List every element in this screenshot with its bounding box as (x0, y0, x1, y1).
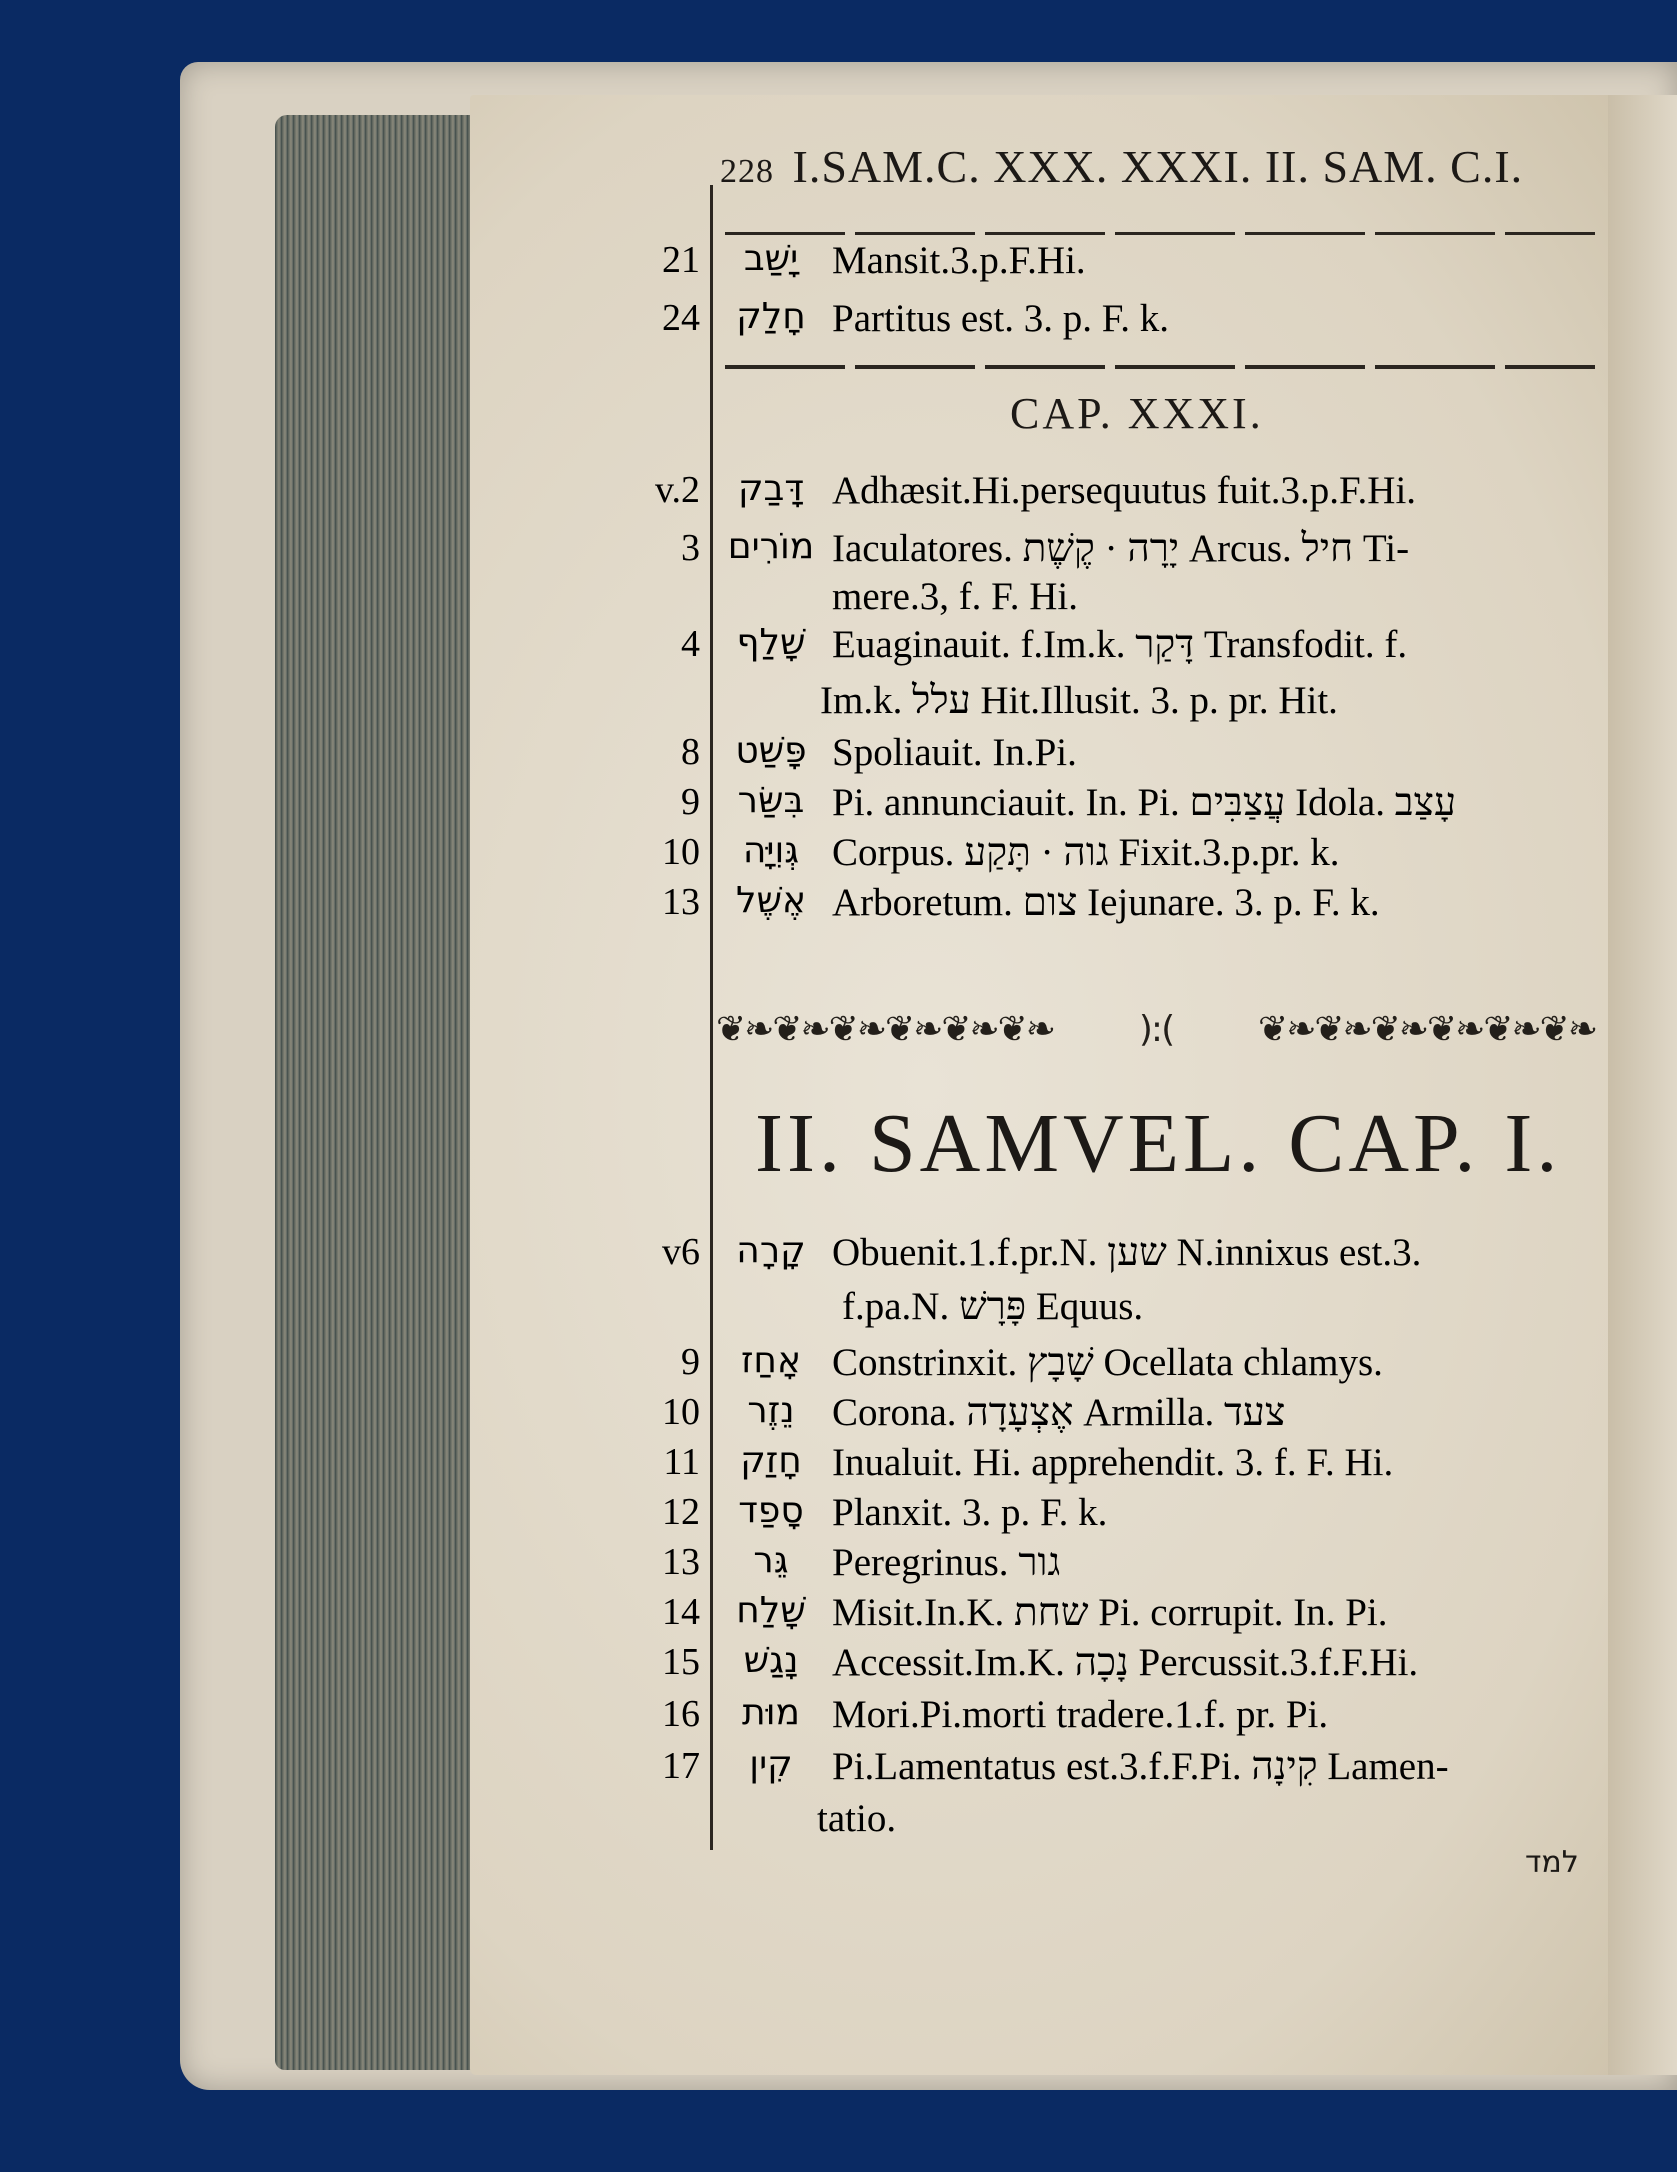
hebrew-word: גֵּר (753, 1540, 789, 1581)
verse-number: v.2 (654, 469, 700, 511)
latin-gloss: Constrinxit. שָׁבָץ Ocellata chlamys. (832, 1341, 1383, 1384)
latin-gloss: mere.3, f. F. Hi. (832, 575, 1078, 618)
verse-number: 14 (662, 1591, 700, 1633)
latin-gloss: Pi.Lamentatus est.3.f.F.Pi. קִינָה Lamen- (832, 1745, 1449, 1788)
latin-gloss: Accessit.Im.K. נָכָה Percussit.3.f.F.Hi. (832, 1641, 1419, 1684)
page-number: 228 (720, 153, 774, 190)
ornamental-divider (716, 1000, 1596, 1058)
list-item (600, 1230, 1610, 1288)
verse-number: 24 (662, 297, 700, 339)
latin-gloss: Euaginauit. f.Im.k. דָּקַר Transfodit. f. (832, 623, 1408, 666)
running-header (720, 140, 1600, 193)
verse-number: 8 (681, 731, 700, 773)
ornament-center: ):( (1138, 1008, 1174, 1050)
verse-number: 12 (662, 1491, 700, 1533)
latin-gloss: Iaculatores. יָרָה · קֶשֶׁת Arcus. חיל Ti- (832, 527, 1410, 570)
hebrew-word: פָּשַׁט (735, 730, 807, 771)
hebrew-word: דָּבַק (737, 468, 804, 509)
hebrew-word: חָלַק (736, 296, 806, 337)
running-title: I.SAM.C. XXX. XXXI. II. SAM. C.I. (792, 141, 1524, 192)
hebrew-word: סָפַד (738, 1490, 804, 1531)
list-item (600, 296, 1610, 354)
section-rule (725, 365, 1595, 369)
verse-number: 9 (681, 781, 700, 823)
latin-gloss: Inualuit. Hi. apprehendit. 3. f. F. Hi. (832, 1441, 1394, 1484)
hebrew-word: שָׁלַח (736, 1590, 806, 1631)
verse-number: 10 (662, 1391, 700, 1433)
hebrew-word: מוֹרִים (727, 526, 815, 567)
latin-gloss: Partitus est. 3. p. F. k. (832, 297, 1170, 340)
hebrew-word: יָשַׁב (743, 238, 799, 279)
list-item (600, 880, 1610, 938)
verse-number: 21 (662, 239, 700, 281)
verse-number: 11 (663, 1441, 700, 1483)
hebrew-word: אָחַז (740, 1340, 802, 1381)
hebrew-word: גְּוִיָּה (742, 830, 800, 871)
hebrew-word: נֵזֶר (747, 1390, 795, 1431)
page-edges (275, 115, 495, 2070)
list-item (600, 622, 1610, 680)
verse-number: 10 (662, 831, 700, 873)
hebrew-word: שָׁלַף (736, 622, 806, 663)
latin-gloss: Mansit.3.p.F.Hi. (832, 239, 1086, 282)
latin-gloss: f.pa.N. פָּרָשׁ Equus. (842, 1285, 1144, 1328)
latin-gloss: Adhæsit.Hi.persequutus fuit.3.p.F.Hi. (832, 469, 1417, 512)
hebrew-word: קָרָה (736, 1230, 806, 1271)
verse-number: 9 (681, 1341, 700, 1383)
list-item (600, 468, 1610, 526)
list-item-continuation (585, 1796, 1595, 1854)
ornament-left: ❦❧❦❧❦❧❦❧❦❧❦❧ (716, 1008, 1054, 1050)
latin-gloss: Pi. annunciauit. In. Pi. עֲצַבִּים Idola. עָצַב (832, 781, 1457, 824)
latin-gloss: Arboretum. צום Iejunare. 3. p. F. k. (832, 881, 1380, 924)
list-item (600, 1692, 1610, 1750)
latin-gloss: Corona. אֶצְעָדָה Armilla. צעד (832, 1391, 1286, 1434)
hebrew-word: אֶשֶׁל (735, 880, 807, 921)
latin-gloss: Planxit. 3. p. F. k. (832, 1491, 1108, 1534)
catchword: למד (1525, 1845, 1579, 1880)
list-item (600, 1640, 1610, 1698)
header-rule (725, 232, 1595, 235)
hebrew-word: מוּת (742, 1692, 800, 1733)
verse-number: 4 (681, 623, 700, 665)
latin-gloss: Spoliauit. In.Pi. (832, 731, 1077, 774)
verse-number: 13 (662, 881, 700, 923)
verse-number: 15 (662, 1641, 700, 1683)
list-item (600, 238, 1610, 296)
facing-page-edge (1608, 95, 1677, 2075)
hebrew-word: חָזַק (740, 1440, 802, 1481)
latin-gloss: Mori.Pi.morti tradere.1.f. pr. Pi. (832, 1693, 1329, 1736)
verse-number: v6 (662, 1231, 700, 1273)
hebrew-word: נָגַשׁ (743, 1640, 799, 1681)
list-item-continuation (588, 678, 1598, 736)
list-item (600, 1744, 1610, 1802)
hebrew-word: בִּשַּׂר (737, 780, 805, 821)
latin-gloss: Peregrinus. גור (832, 1541, 1061, 1584)
latin-gloss: Obuenit.1.f.pr.N. שען N.innixus est.3. (832, 1231, 1422, 1274)
latin-gloss: tatio. (817, 1797, 897, 1840)
verse-number: 17 (662, 1745, 700, 1787)
verse-number: 13 (662, 1541, 700, 1583)
chapter-heading: CAP. XXXI. (1010, 389, 1264, 438)
hebrew-word: קִין (749, 1744, 793, 1785)
ornament-right: ❦❧❦❧❦❧❦❧❦❧❦❧ (1258, 1008, 1596, 1050)
list-item-continuation (610, 1284, 1620, 1342)
book-title: II. SAMVEL. CAP. I. (755, 1097, 1562, 1190)
latin-gloss: Misit.In.K. שחת Pi. corrupit. In. Pi. (832, 1591, 1388, 1634)
verse-number: 16 (662, 1693, 700, 1735)
latin-gloss: Im.k. עלל Hit.Illusit. 3. p. pr. Hit. (820, 679, 1338, 722)
verse-number: 3 (681, 527, 700, 569)
latin-gloss: Corpus. גוה · תָּקַע Fixit.3.p.pr. k. (832, 831, 1340, 874)
